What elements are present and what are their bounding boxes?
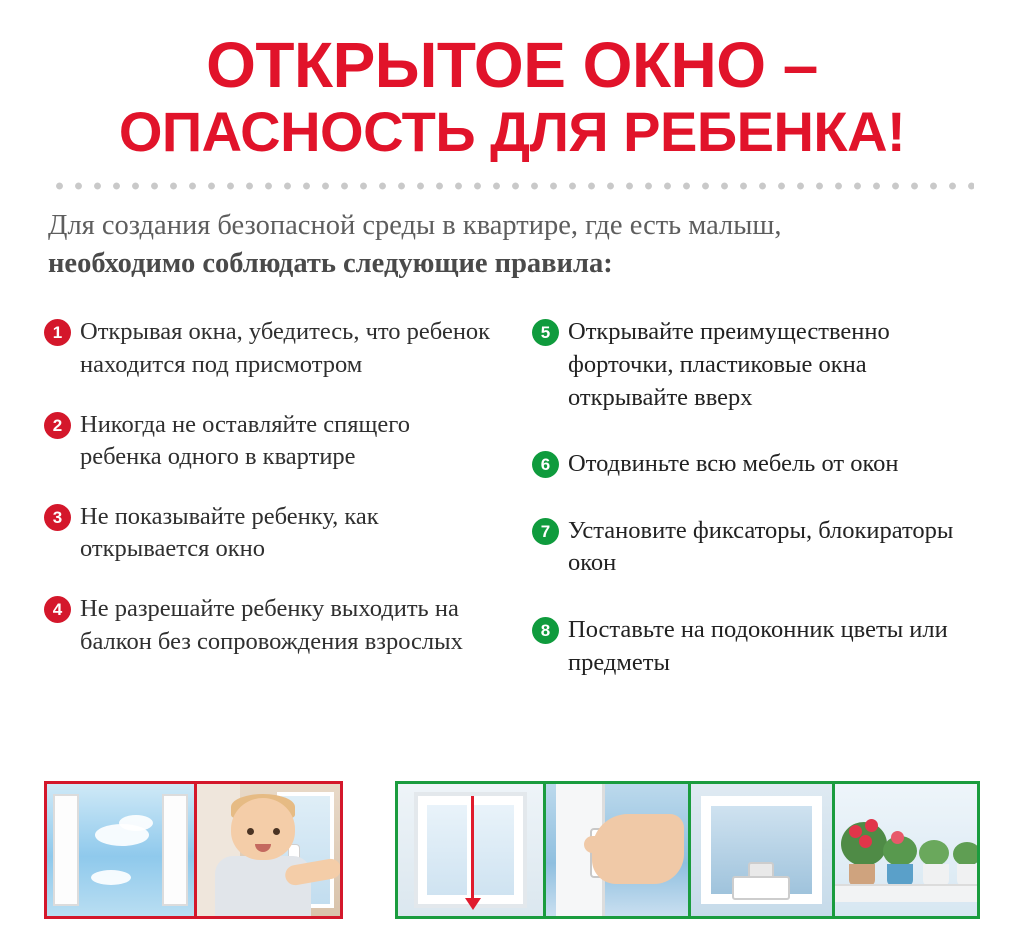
rule-number-badge: 6: [532, 451, 559, 478]
open-window-sky-photo: [47, 784, 194, 916]
child-at-window-photo: [194, 784, 341, 916]
photo-strips: [44, 781, 980, 919]
rule-text: Поставьте на подоконник цветы или предметы: [568, 615, 948, 676]
window-lock-photo: [688, 784, 833, 916]
rule-number-badge: 5: [532, 319, 559, 346]
rule-number-badge: 4: [44, 596, 71, 623]
rule-text: Отодвиньте всю мебель от окон: [568, 450, 899, 478]
title-line-2: ОПАСНОСТЬ ДЛЯ РЕБЕНКА!: [118, 99, 906, 163]
rule-text: Открывая окна, убедитесь, что ребенок находится под присмотром: [80, 318, 491, 379]
rule-item: [44, 409, 492, 474]
rule-text: Не разрешайте ребенку выходить на балкон без сопровождения взрослых: [80, 594, 463, 655]
flowers-on-windowsill-photo: [832, 784, 977, 916]
rule-text: Открывайте преимущественно форточки, пластиковые окна открывайте вверх: [568, 318, 890, 411]
title-line-1: ОТКРЫТОЕ ОКНО –: [206, 29, 818, 101]
rule-item: [532, 614, 980, 679]
rules-column-left: [44, 316, 492, 713]
rule-item: [44, 593, 492, 658]
window-tilt-arrow-photo: [398, 784, 543, 916]
photo-strip-red: [44, 781, 343, 919]
rule-number-badge: 1: [44, 319, 71, 346]
rule-item: [44, 316, 492, 381]
rule-item: [532, 515, 980, 580]
rule-text: Никогда не оставляйте спящего ребенка одного в квартире: [80, 410, 410, 471]
rule-number-badge: 2: [44, 412, 71, 439]
rule-text: Установите фиксаторы, блокираторы окон: [568, 516, 954, 577]
rule-item: [44, 501, 492, 566]
rules-column-right: [532, 316, 980, 713]
intro-text: [44, 208, 980, 283]
rules-columns: [44, 316, 980, 713]
intro-line-1: Для создания безопасной среды в квартире, где есть малыш,: [48, 209, 782, 241]
rule-number-badge: 7: [532, 518, 559, 545]
rule-number-badge: 3: [44, 504, 71, 531]
rule-item: [532, 316, 980, 414]
dotted-divider: [50, 182, 974, 190]
rule-item: [532, 448, 980, 481]
rule-number-badge: 8: [532, 617, 559, 644]
intro-line-2: необходимо соблюдать следующие правила:: [48, 247, 613, 279]
photo-strip-green: [395, 781, 980, 919]
hand-on-window-handle-photo: [543, 784, 688, 916]
rule-text: Не показывайте ребенку, как открывается окно: [80, 502, 379, 563]
poster-title: [44, 29, 980, 163]
